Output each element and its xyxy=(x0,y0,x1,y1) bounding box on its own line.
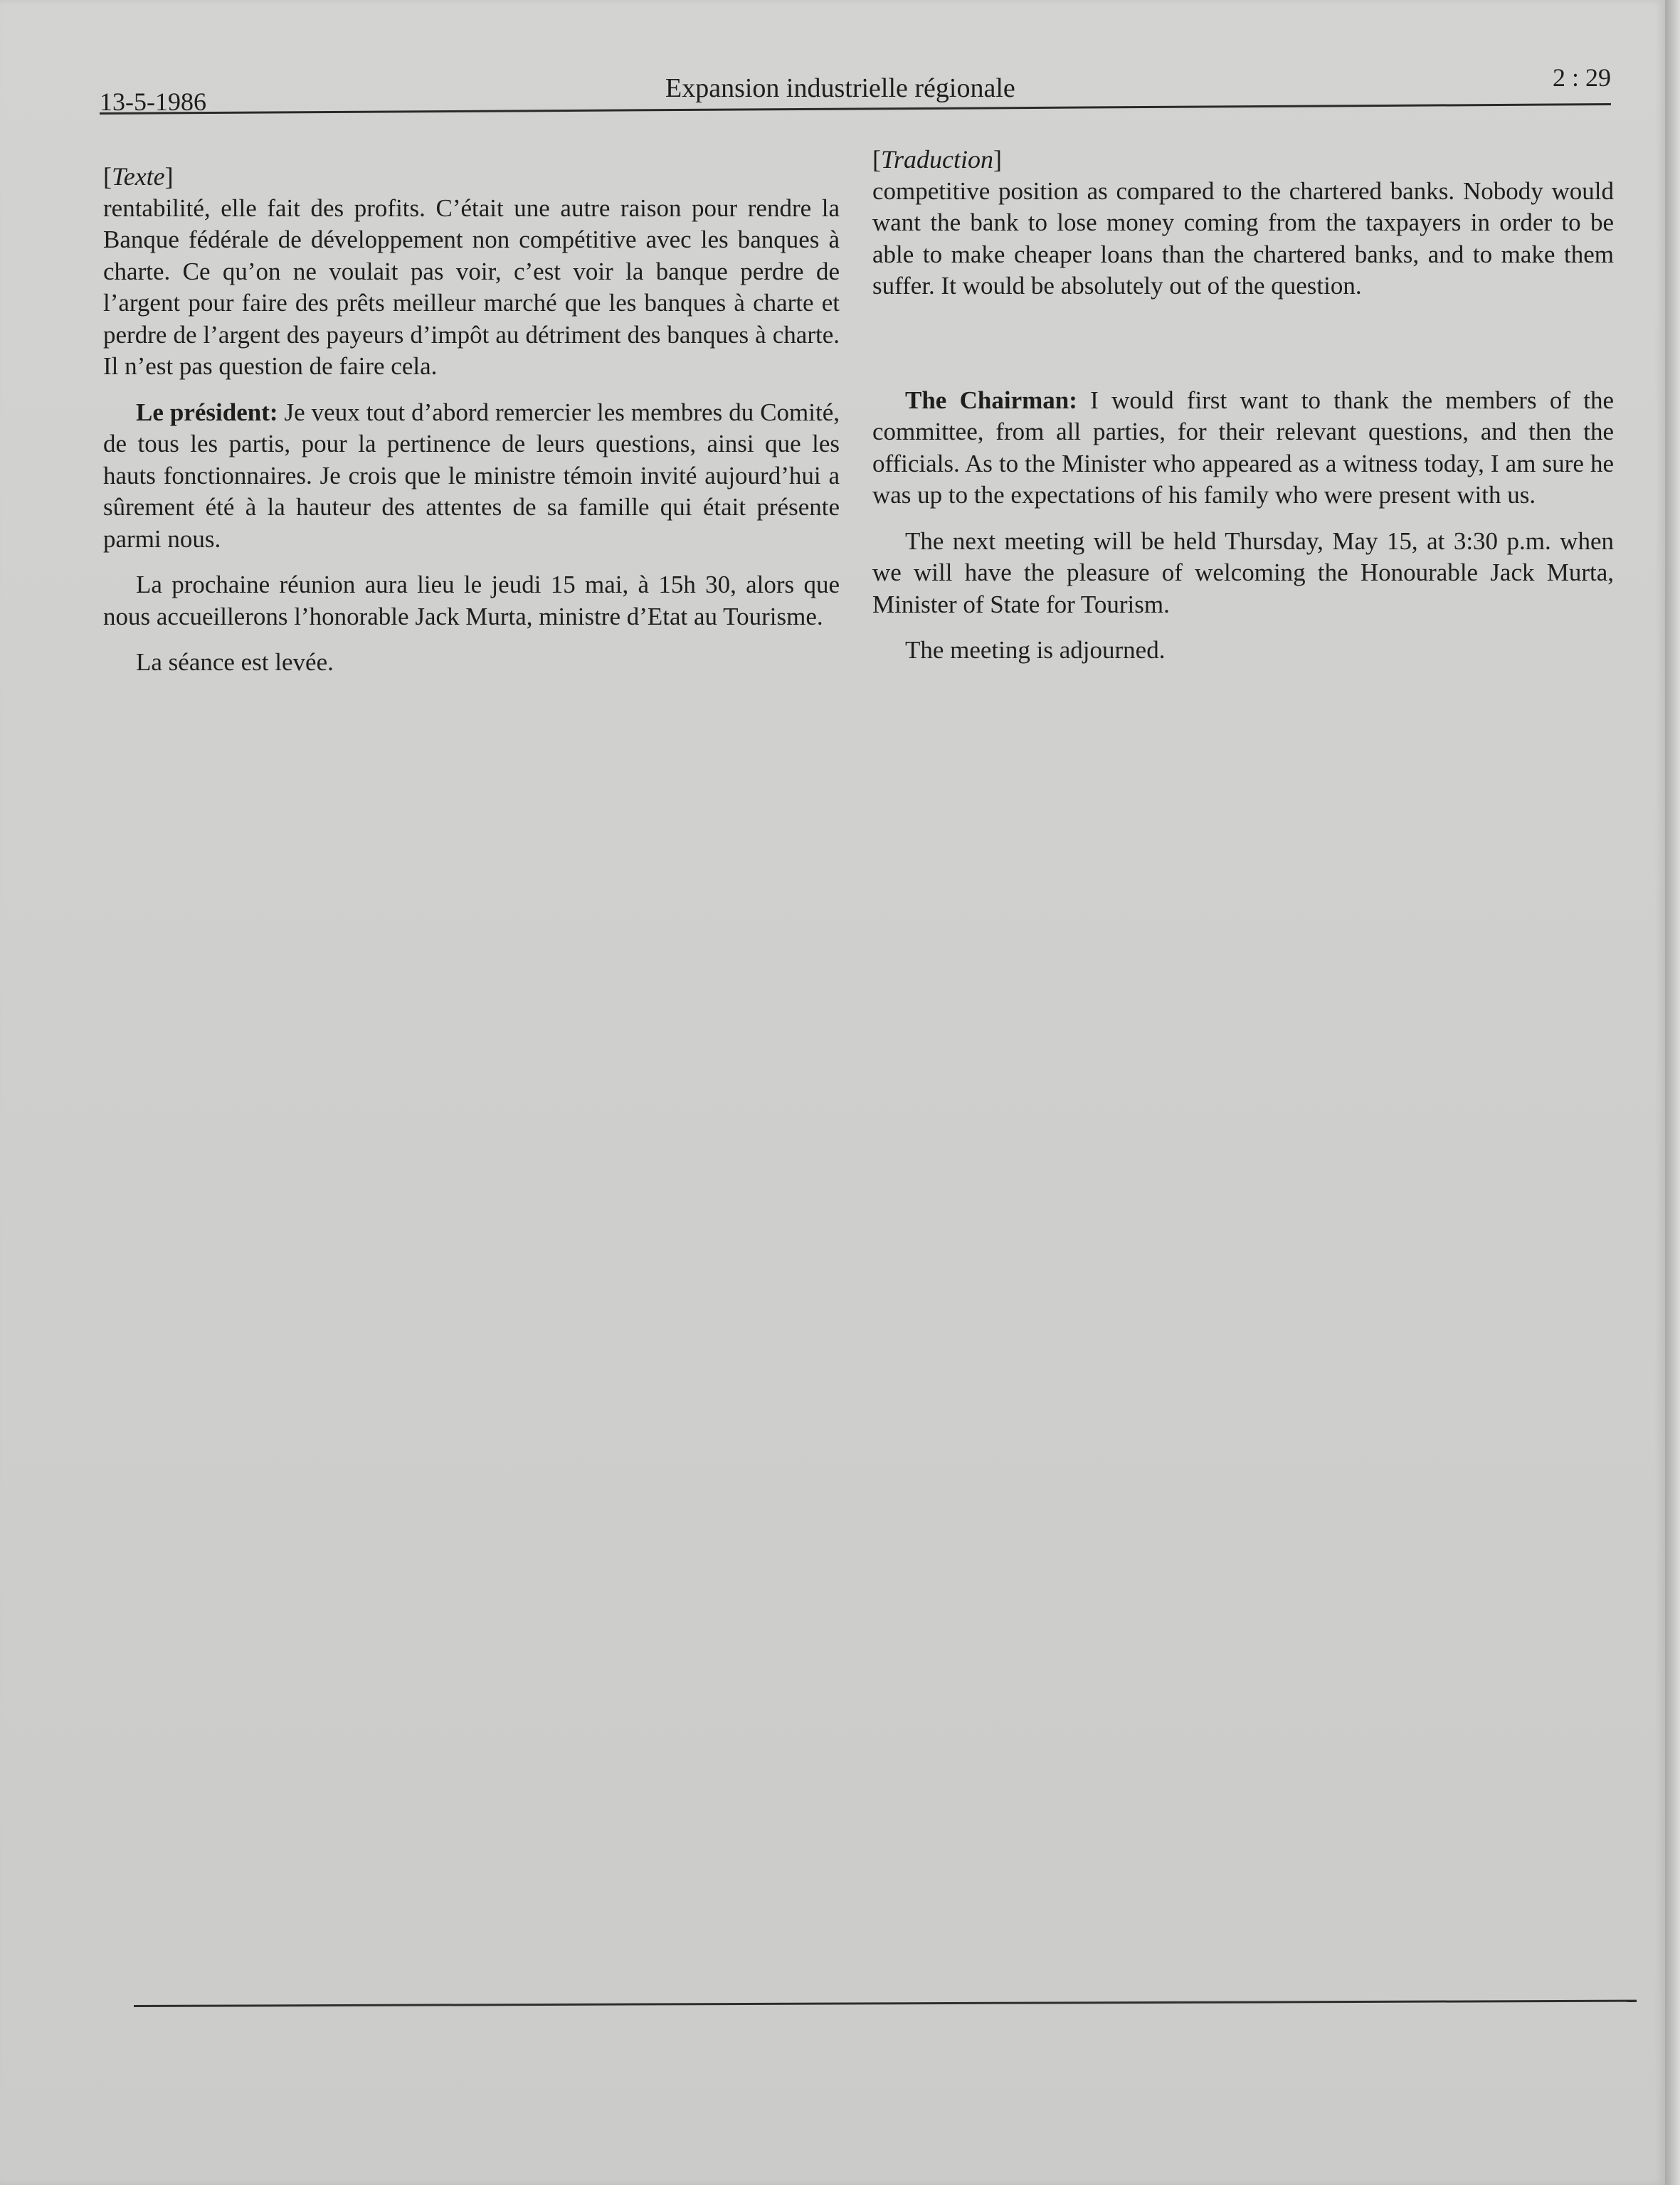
speaker-label-en: The Chairman: xyxy=(905,386,1077,414)
header-date: 13-5-1986 xyxy=(100,88,206,116)
section-tag-traduction: [Traduction] xyxy=(872,145,1003,174)
paragraph-fr-2-text: Je veux tout d’abord remercier les membres du Comité, de tous les partis, pour la pertinence de leurs questions, ainsi que les hauts fonctionnaires. Je crois que le ministre témoin invité aujourd’hui a sûrement été à la hauteur des attentes de sa famille qui était présente parmi nous. xyxy=(103,398,840,553)
paragraph-fr-4: La séance est levée. xyxy=(136,648,334,676)
page-edge xyxy=(1665,0,1680,2185)
paragraph-fr-2 xyxy=(103,397,840,556)
section-tag-texte-label: Texte xyxy=(112,162,165,191)
paragraph-en-4: The meeting is adjourned. xyxy=(905,636,1166,664)
header-page-number: 2 : 29 xyxy=(1552,63,1611,92)
paragraph-en-1: competitive position as compared to the chartered banks. Nobody would want the bank to lose money coming from the taxpayers in order to be able to make cheaper loans than the chartered banks, and to make them suffer. It would be absolutely out of the question. xyxy=(872,176,1614,300)
paragraph-en-2 xyxy=(872,385,1614,512)
french-column xyxy=(103,161,840,693)
paragraph-fr-1: rentabilité, elle fait des profits. C’était une autre raison pour rendre la Banque fédérale de développement non compétitive avec les banques à charte. Ce qu’on ne voulait pas voir, c’est voir la banque perdre de l’argent pour faire des prêts meilleur marché que les banques à charte et perdre de l’argent des payeurs d’impôt au détriment des banques à charte. Il n’est pas question de faire cela. xyxy=(103,194,840,380)
section-tag-texte: [Texte] xyxy=(103,162,174,191)
paragraph-en-3: The next meeting will be held Thursday, May 15, at 3:30 p.m. when we will have the pleasure of welcoming the Honourable Jack Murta, Minister of State for Tourism. xyxy=(872,527,1614,618)
paragraph-fr-3: La prochaine réunion aura lieu le jeudi 15 mai, à 15h 30, alors que nous accueillerons l’honorable Jack Murta, ministre d’Etat au Tourisme. xyxy=(103,571,840,630)
column-gap xyxy=(872,317,1614,385)
paragraph-en-2-text: I would first want to thank the members of the committee, from all parties, for their relevant questions, and then the officials. As to the Minister who appeared as a witness today, I am sure he was up to the expectations of his family who were present with us. xyxy=(872,386,1615,509)
speaker-label-fr: Le président: xyxy=(136,398,278,426)
section-tag-traduction-label: Traduction xyxy=(881,145,994,174)
header-title: Expansion industrielle régionale xyxy=(665,73,1015,103)
page-header xyxy=(100,58,1611,115)
english-column xyxy=(872,144,1614,681)
